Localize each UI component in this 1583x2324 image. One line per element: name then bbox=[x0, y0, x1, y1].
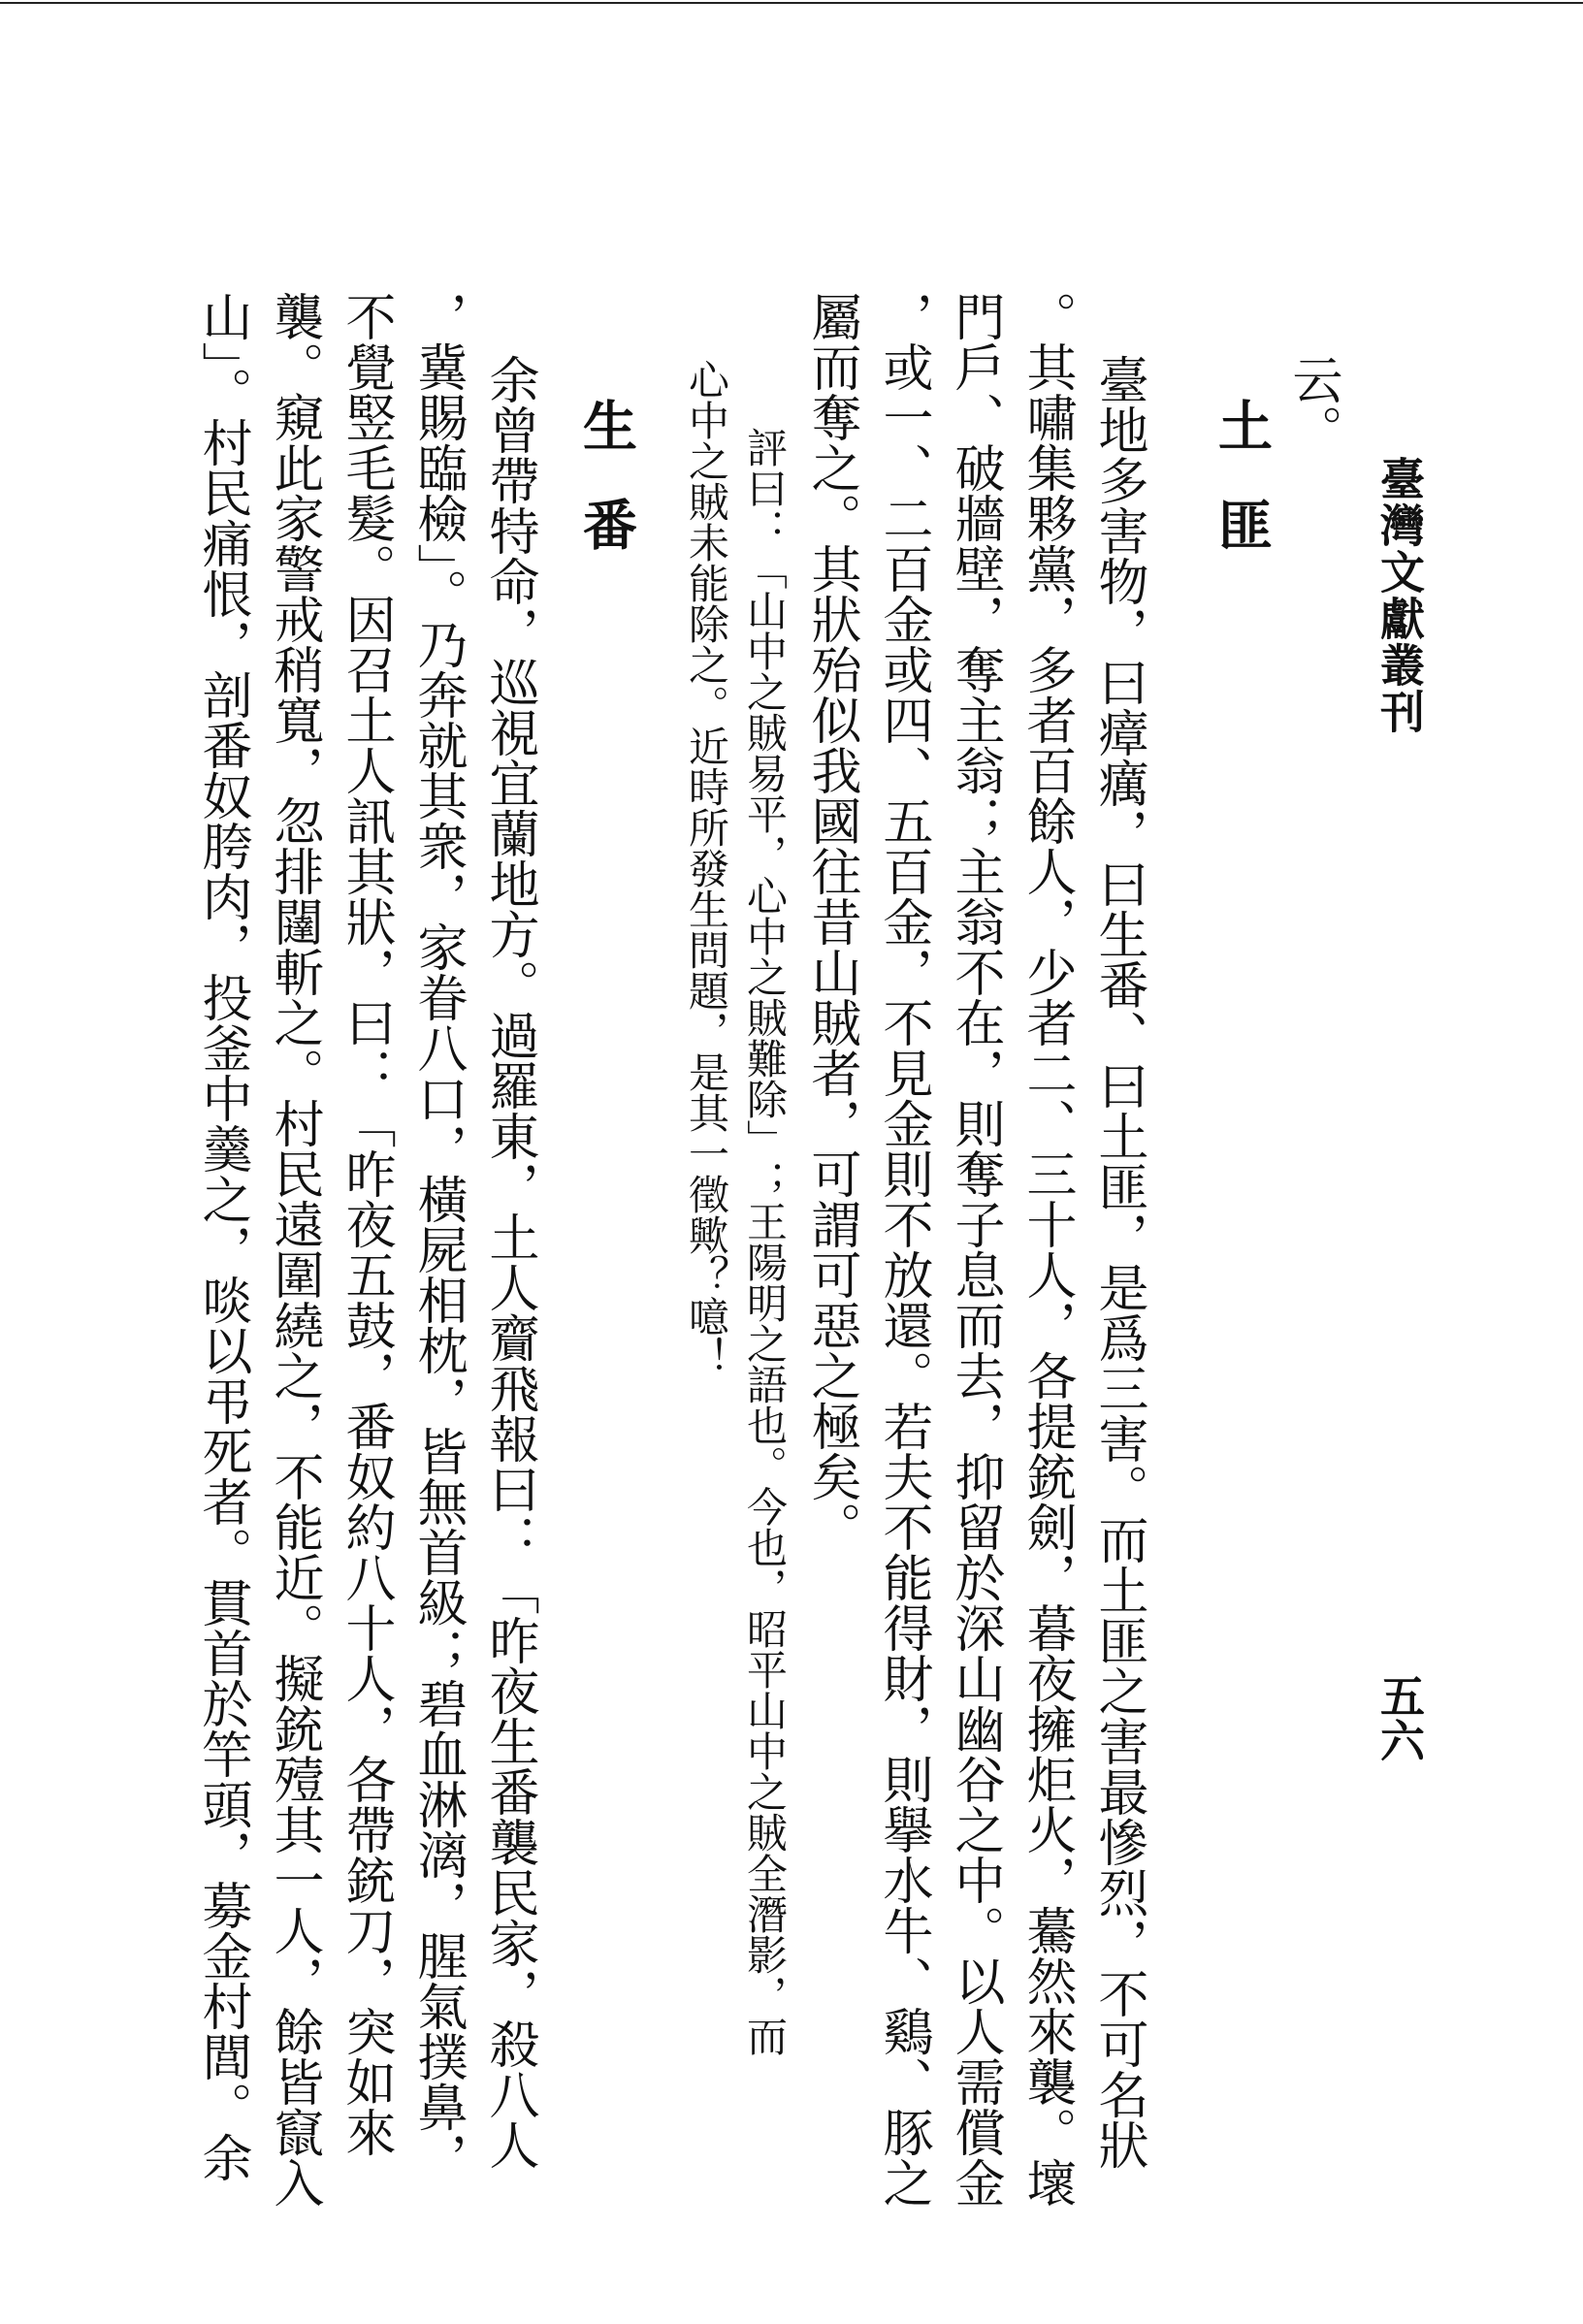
text-column-3: 。其嘯集夥黨，多者百餘人，少者二、三十人，各提銃劍，暮夜擁炬火，驀然來襲。壞 bbox=[1018, 291, 1076, 2208]
section-heading-savages: 生番 bbox=[574, 398, 638, 596]
section-heading-bandits: 土匪 bbox=[1210, 398, 1274, 596]
text-column-8: ，冀賜臨檢」。乃奔就其衆，家眷八口，橫屍相枕，皆無首級；碧血淋漓，腥氣撲鼻， bbox=[408, 291, 467, 2182]
text-column-9: 不覺竪毛髮。因召土人訊其狀，曰：「昨夜五鼓，番奴約八十人，各帶銃刀，突如來 bbox=[337, 291, 395, 2157]
text-column-1: 云。 bbox=[1283, 354, 1341, 455]
text-column-11: 山」。村民痛恨，剖番奴胯肉，投釜中羹之，啖以弔死者。貫首於竿頭，募金村閭。余 bbox=[193, 291, 251, 2182]
top-border-line bbox=[0, 2, 1583, 4]
running-header-title: 臺灣文獻叢刊 bbox=[1373, 456, 1426, 735]
commentary-line-1: 評曰：「山中之賊易平，心中之賊難除」；王陽明之語也。今也，昭平山中之賊全潛影，而 bbox=[741, 427, 789, 2056]
text-column-7: 余曾帶特命，巡視宜蘭地方。過羅東，土人齎飛報曰：「昨夜生番襲民家，殺八人 bbox=[480, 354, 538, 2170]
commentary-line-2: 心中之賊未能除之。近時所發生問題，是其一徵歟？噫！ bbox=[683, 359, 730, 1377]
text-column-5: ，或一、二百金或四、五百金，不見金則不放還。若夫不能得財，則擧水牛、鷄、豚之 bbox=[874, 291, 932, 2208]
text-column-4: 門戶、破牆壁，奪主翁；主翁不在，則奪子息而去，抑留於深山幽谷之中。以人需償金 bbox=[946, 291, 1004, 2208]
page-number: 五六 bbox=[1373, 1673, 1426, 1762]
text-column-2: 臺地多害物，曰瘴癘，曰生番、曰土匪，是爲三害。而土匪之害最慘烈，不可名狀 bbox=[1089, 354, 1147, 2170]
text-column-6: 屬而奪之。其狀殆似我國往昔山賊者，可謂可惡之極矣。 bbox=[802, 291, 860, 1552]
text-column-10: 襲。窺此家警戒稍寬，忽排闥斬之。村民遠圍繞之，不能近。擬銃殪其一人，餘皆竄入 bbox=[265, 291, 323, 2208]
